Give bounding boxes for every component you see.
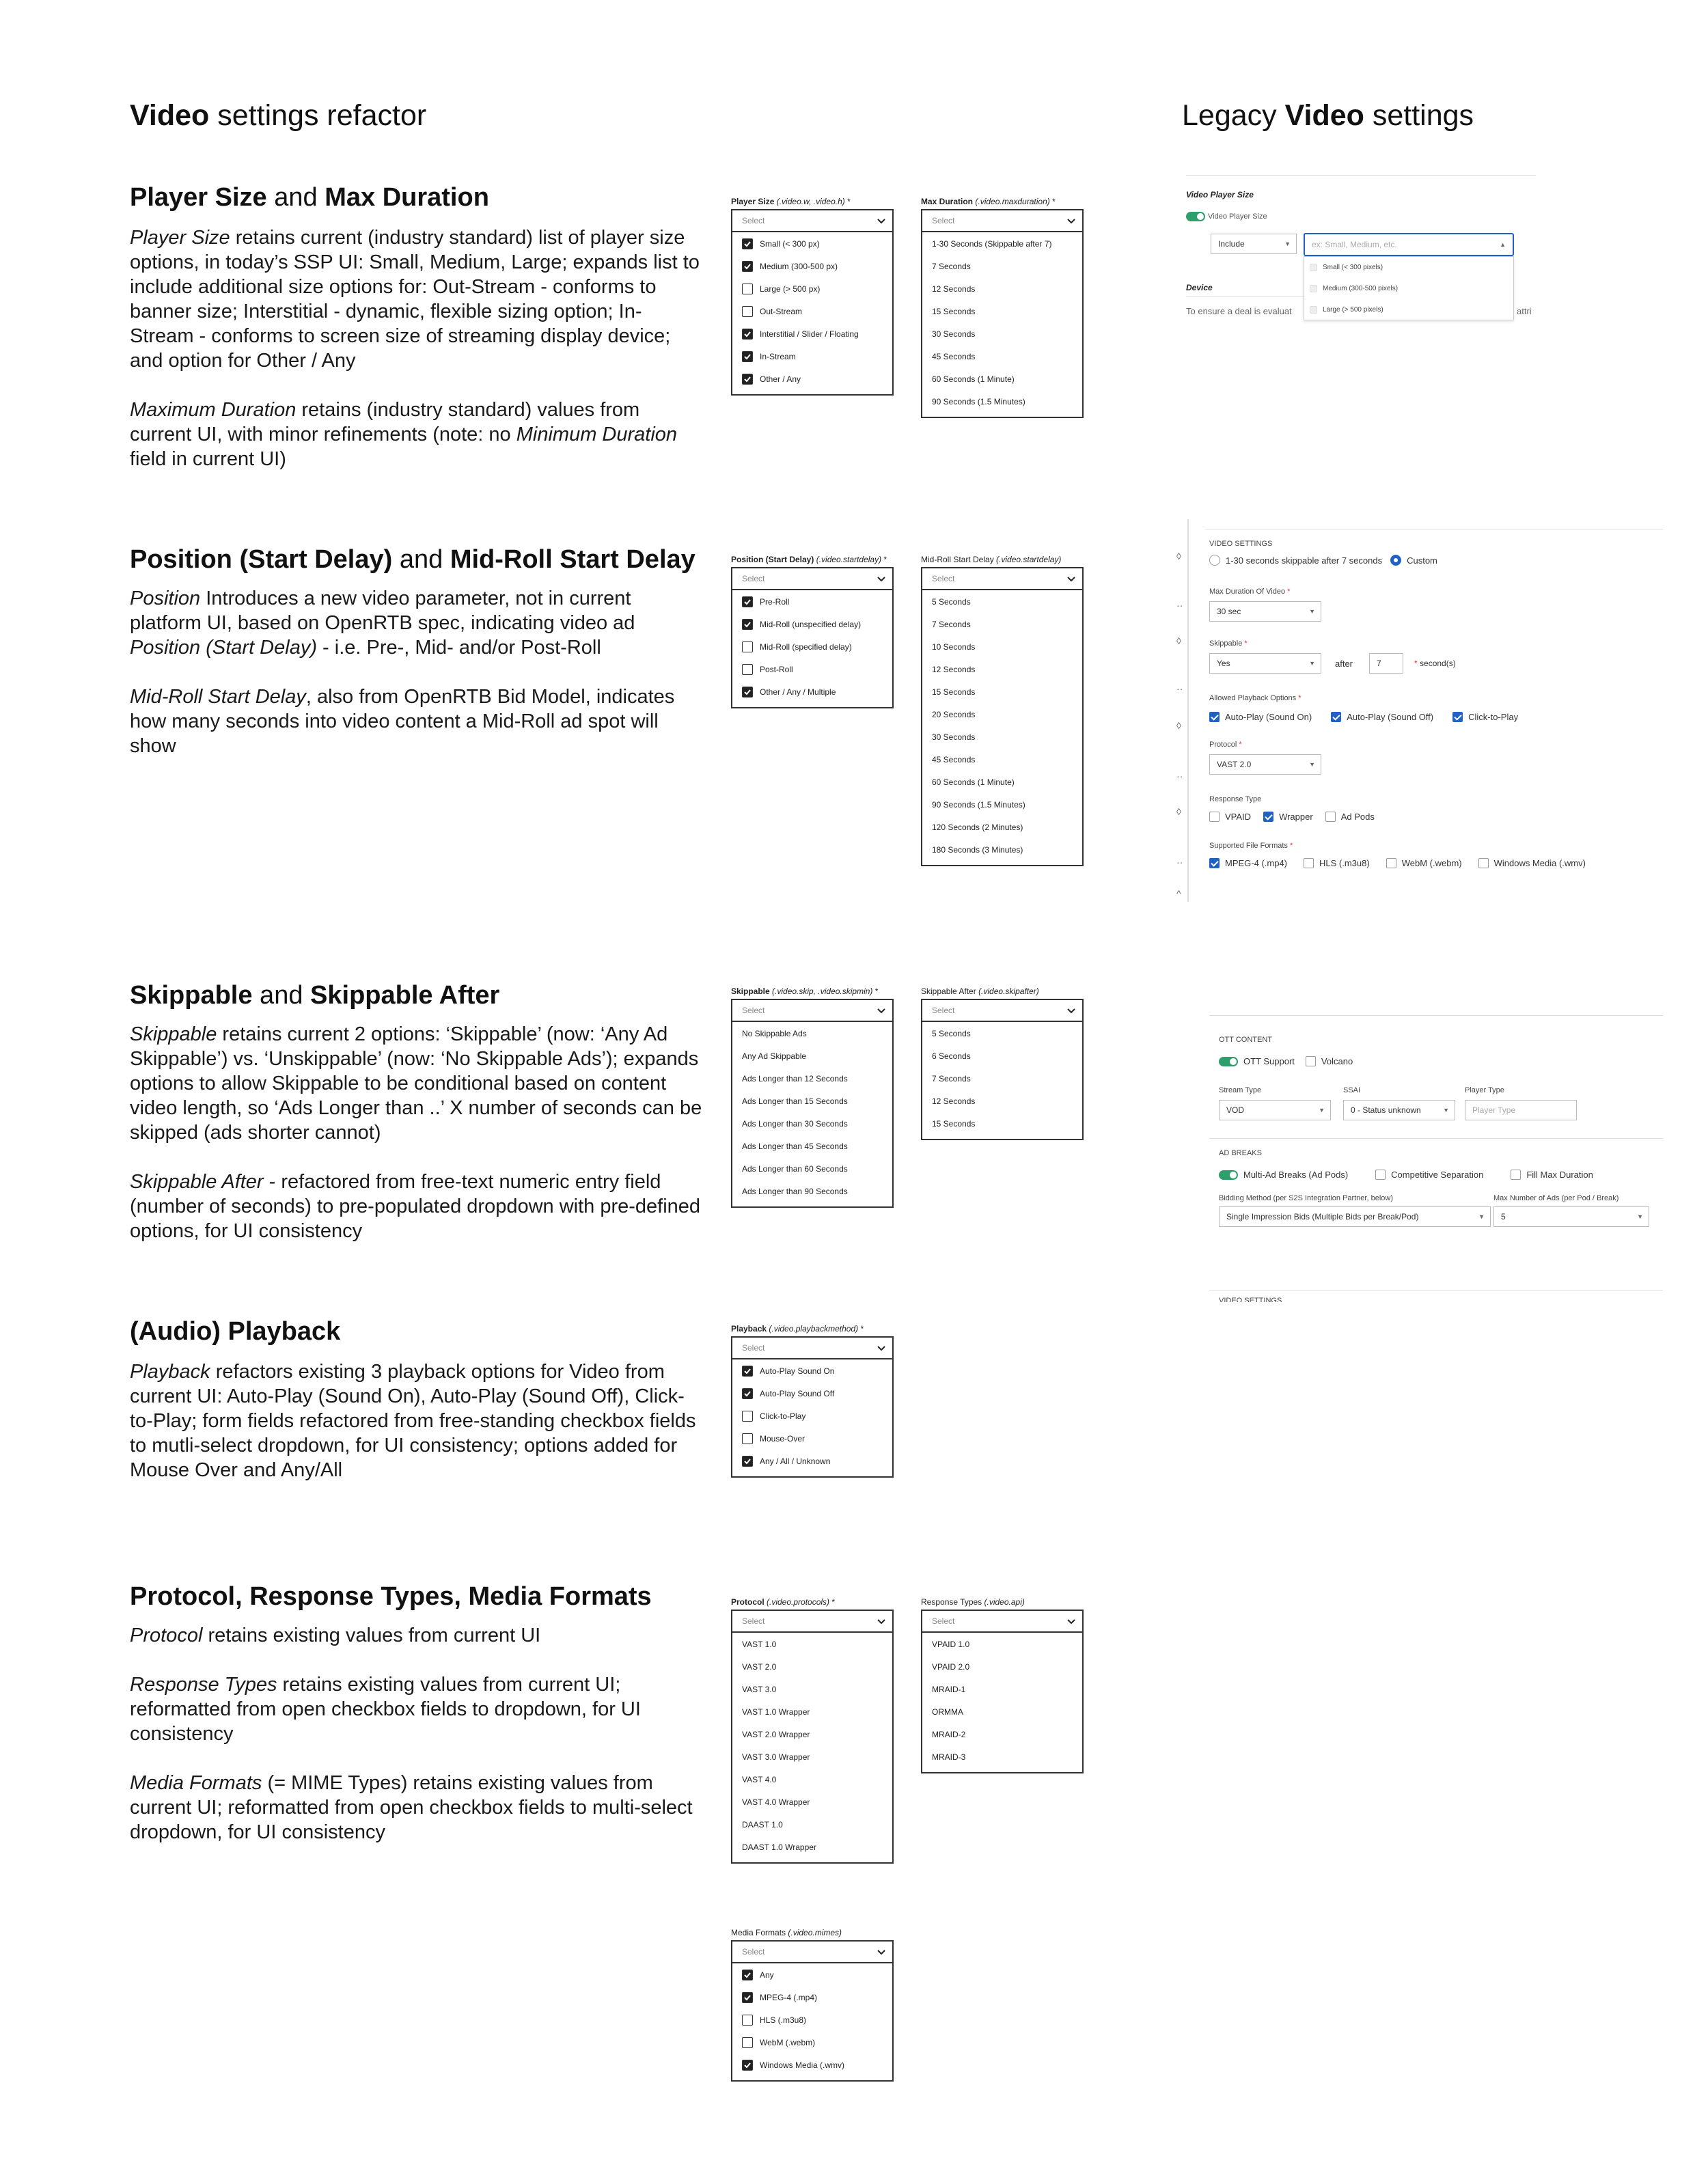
playback-label: Allowed Playback Options *: [1209, 694, 1301, 702]
dropdown-option[interactable]: VAST 2.0 Wrapper: [742, 1729, 810, 1739]
device-text: To ensure a deal is evaluat: [1186, 306, 1292, 316]
checkbox[interactable]: [742, 1992, 753, 2003]
dropdown-label: Max Duration (.video.maxduration) *: [921, 197, 1056, 206]
dropdown-option[interactable]: 5 Seconds: [932, 1028, 971, 1038]
skippable-select[interactable]: Yes ▼: [1209, 653, 1321, 674]
dropdown-label: Media Formats (.video.mimes): [731, 1928, 842, 1937]
checkbox[interactable]: [1209, 712, 1220, 722]
dropdown-option[interactable]: 60 Seconds (1 Minute): [932, 777, 1015, 787]
dropdown-option[interactable]: 20 Seconds: [932, 709, 976, 719]
section-text-player-size: Player Size retains current (industry standard) list of player size options, in today’s SSP UI: Small, Medium, Large; expands list to include additional size options for: Out-Stream - conforms to banner size; Interstitial - dynamic, flexible sizing option; In-Stream - conforms to screen size of streaming display device; and option for Other / Any Maximum Duration retains (industry standard) values from current UI, with minor refinements (note: no Minimum Duration field in current UI): [130, 227, 700, 470]
dropdown-option[interactable]: Medium (300-500 px): [732, 255, 892, 277]
ott-row: OTT Support Volcano: [1219, 1056, 1353, 1066]
dropdown-option[interactable]: Ads Longer than 15 Seconds: [742, 1096, 848, 1106]
response-types-dropdown[interactable]: [921, 1597, 1084, 1773]
dropdown-select[interactable]: Select: [922, 1000, 1082, 1022]
protocol-label: Protocol *: [1209, 741, 1242, 749]
dropdown-option[interactable]: No Skippable Ads: [742, 1028, 807, 1038]
skippable-dropdown[interactable]: [731, 986, 894, 1208]
dropdown-option[interactable]: WebM (.webm): [732, 2031, 892, 2054]
caret-down-icon: ▼: [1309, 608, 1315, 615]
section-heading-player-size: Player Size and Max Duration: [130, 183, 489, 212]
device-label: Device: [1186, 283, 1213, 292]
dropdown-option[interactable]: HLS (.m3u8): [732, 2008, 892, 2031]
dropdown-option[interactable]: Any: [732, 1963, 892, 1986]
checkbox[interactable]: [1511, 1170, 1521, 1180]
playback-options: Auto-Play (Sound On) Auto-Play (Sound Off) Click-to-Play: [1209, 712, 1518, 722]
dots-icon: ··: [1176, 600, 1183, 611]
skippable-after-dropdown[interactable]: [921, 986, 1084, 1140]
player-size-dropdown[interactable]: [731, 197, 894, 396]
checkbox[interactable]: [742, 329, 753, 340]
section-text-protocol: Protocol retains existing values from current UI Response Types retains existing values from current UI; reformatted from open checkbox fields to dropdown, for UI consistency Media Formats (= MIME Types) retains existing values from current UI; reformatted from open checkbox fields to multi-select dropdown, for UI consistency: [130, 1625, 693, 1843]
dropdown-option[interactable]: 12 Seconds: [932, 664, 976, 674]
checkbox[interactable]: [1386, 858, 1396, 868]
legacy-option[interactable]: Medium (300-500 pixels): [1304, 278, 1513, 299]
dropdown-select[interactable]: Select: [732, 568, 892, 590]
dropdown-option[interactable]: 7 Seconds: [932, 1073, 971, 1083]
checkbox[interactable]: [742, 2015, 753, 2026]
media-formats-dropdown[interactable]: [731, 1928, 894, 2082]
ad-breaks-title: AD BREAKS: [1219, 1149, 1262, 1157]
dropdown-option[interactable]: 5 Seconds: [932, 596, 971, 607]
checkbox[interactable]: [1375, 1170, 1386, 1180]
legacy-options-menu: [1304, 256, 1514, 320]
stream-type-label: Stream Type: [1219, 1086, 1262, 1094]
dropdown-option[interactable]: ORMMA: [932, 1707, 963, 1717]
dropdown-option[interactable]: MPEG-4 (.mp4): [732, 1986, 892, 2008]
dropdown-option[interactable]: Interstitial / Slider / Floating: [732, 322, 892, 345]
dropdown-box[interactable]: [921, 567, 1084, 866]
ott-title: OTT CONTENT: [1219, 1036, 1273, 1044]
dropdown-label: Protocol (.video.protocols) *: [731, 1597, 836, 1607]
dropdown-option[interactable]: VAST 2.0: [742, 1661, 777, 1672]
dropdown-option[interactable]: DAAST 1.0 Wrapper: [742, 1842, 816, 1852]
legacy-option[interactable]: Small (< 300 pixels): [1304, 257, 1513, 278]
dropdown-option[interactable]: VAST 4.0 Wrapper: [742, 1797, 810, 1807]
section-text-playback: Playback refactors existing 3 playback options for Video from current UI: Auto-Play (Sound On), Auto-Play (Sound Off), Click-to-Play; form fields refactored from free-standing checkbox fields to mutli-select dropdown, for UI consistency; options added for Mouse Over and Any/All: [130, 1361, 696, 1481]
checkbox[interactable]: [742, 1411, 753, 1422]
checkbox[interactable]: [742, 596, 753, 607]
dropdown-option[interactable]: 15 Seconds: [932, 306, 976, 316]
dropdown-box[interactable]: [731, 567, 894, 708]
dropdown-option[interactable]: 45 Seconds: [932, 754, 976, 764]
dropdown-option[interactable]: 15 Seconds: [932, 687, 976, 697]
dropdown-label: Position (Start Delay) (.video.startdelay) *: [731, 555, 887, 564]
dropdown-option[interactable]: Windows Media (.wmv): [732, 2054, 892, 2076]
position-dropdown[interactable]: [731, 555, 894, 708]
ssai-select[interactable]: 0 - Status unknown ▼: [1343, 1100, 1455, 1120]
player-type-input[interactable]: Player Type: [1465, 1100, 1577, 1120]
checkbox[interactable]: [1304, 858, 1314, 868]
checkbox[interactable]: [742, 1366, 753, 1377]
drop-icon: ◊: [1176, 551, 1181, 562]
dropdown-option[interactable]: 7 Seconds: [932, 261, 971, 271]
dropdown-label: Playback (.video.playbackmethod) *: [731, 1324, 864, 1334]
checkbox[interactable]: [1325, 812, 1336, 822]
response-type-options: VPAID Wrapper Ad Pods: [1209, 812, 1375, 822]
chevron-down-icon: [876, 1342, 887, 1353]
dropdown-box[interactable]: [921, 1610, 1084, 1773]
section-heading-playback: (Audio) Playback: [130, 1317, 341, 1346]
max-duration-dropdown[interactable]: [921, 197, 1084, 418]
legacy-player-size-panel: [1186, 175, 1536, 332]
dropdown-select[interactable]: Select: [922, 568, 1082, 590]
dropdown-option[interactable]: MRAID-2: [932, 1729, 966, 1739]
chevron-down-icon: [876, 1946, 887, 1957]
checkbox[interactable]: [1452, 712, 1463, 722]
section-heading-skippable: Skippable and Skippable After: [130, 981, 500, 1010]
dropdown-option[interactable]: Ads Longer than 45 Seconds: [742, 1141, 848, 1151]
dropdown-option[interactable]: VPAID 1.0: [932, 1639, 970, 1649]
checkbox[interactable]: [742, 261, 753, 272]
dots-icon: ··: [1176, 857, 1183, 868]
radio-custom[interactable]: [1390, 555, 1401, 566]
chevron-down-icon: [876, 215, 887, 226]
dropdown-option[interactable]: VAST 1.0: [742, 1639, 777, 1649]
dropdown-select[interactable]: Select: [922, 1611, 1082, 1633]
dropdown-option[interactable]: Auto-Play Sound Off: [732, 1382, 892, 1405]
dropdown-box[interactable]: [921, 999, 1084, 1140]
dropdown-option[interactable]: 7 Seconds: [932, 619, 971, 629]
dropdown-option[interactable]: In-Stream: [732, 345, 892, 368]
toggle-switch[interactable]: [1186, 212, 1205, 221]
dropdown-select[interactable]: Select: [922, 210, 1082, 232]
dropdown-label: Response Types (.video.api): [921, 1597, 1025, 1607]
dropdown-option[interactable]: 60 Seconds (1 Minute): [932, 374, 1015, 384]
after-label: after: [1335, 659, 1353, 669]
dropdown-option[interactable]: Mouse-Over: [732, 1427, 892, 1450]
section-heading-protocol: Protocol, Response Types, Media Formats: [130, 1582, 652, 1611]
checkbox[interactable]: [1306, 1056, 1316, 1066]
checkbox[interactable]: [1331, 712, 1341, 722]
dropdown-option[interactable]: 45 Seconds: [932, 351, 976, 361]
dropdown-select[interactable]: Select: [732, 1338, 892, 1359]
after-seconds-input[interactable]: 7: [1369, 653, 1403, 674]
dropdown-option[interactable]: 30 Seconds: [932, 329, 976, 339]
dropdown-option[interactable]: Mid-Roll (specified delay): [732, 635, 892, 658]
checkbox[interactable]: [742, 641, 753, 652]
video-settings-cut: VIDEO SETTINGS: [1219, 1297, 1282, 1302]
dropdown-box[interactable]: [731, 1610, 894, 1864]
checkbox[interactable]: [742, 1433, 753, 1444]
dropdown-option[interactable]: Other / Any: [732, 368, 892, 390]
caret-down-icon: ▼: [1284, 240, 1291, 247]
dropdown-option[interactable]: Small (< 300 px): [732, 232, 892, 255]
dropdown-option[interactable]: 30 Seconds: [932, 732, 976, 742]
checkbox[interactable]: [1478, 858, 1489, 868]
dropdown-option[interactable]: Ads Longer than 30 Seconds: [742, 1118, 848, 1129]
dropdown-option[interactable]: DAAST 1.0: [742, 1819, 783, 1829]
multi-ad-toggle[interactable]: [1219, 1170, 1238, 1180]
dropdown-select[interactable]: Select: [732, 1611, 892, 1633]
legacy-video-settings-panel: [1171, 519, 1663, 902]
dropdown-option[interactable]: VPAID 2.0: [932, 1661, 970, 1672]
dropdown-option[interactable]: Out-Stream: [732, 300, 892, 322]
checkbox[interactable]: [742, 351, 753, 362]
section-text-position: Position Introduces a new video parameter, not in current platform UI, based on OpenRTB spec, indicating video ad Position (Start Delay) - i.e. Pre-, Mid- and/or Post-Roll Mid-Roll Start Delay, also from OpenRTB Bid Model, indicates how many seconds into video content a Mid-Roll ad spot will show: [130, 588, 675, 757]
seconds-label: * second(s): [1414, 659, 1456, 668]
caret-down-icon: ▼: [1637, 1213, 1643, 1220]
chevron-down-icon: [1066, 215, 1077, 226]
drop-icon: ◊: [1176, 806, 1181, 817]
legacy-option[interactable]: Large (> 500 pixels): [1304, 299, 1513, 320]
dropdown-label: Skippable (.video.skip, .video.skipmin) *: [731, 986, 879, 996]
dropdown-box[interactable]: [921, 209, 1084, 418]
dropdown-option[interactable]: VAST 4.0: [742, 1774, 777, 1784]
dropdown-option[interactable]: Ads Longer than 12 Seconds: [742, 1073, 848, 1083]
caret-down-icon: ▼: [1443, 1107, 1449, 1114]
drop-icon: ◊: [1176, 635, 1181, 646]
checkbox[interactable]: [742, 687, 753, 698]
chevron-down-icon: [1066, 1616, 1077, 1627]
dropdown-option[interactable]: MRAID-3: [932, 1752, 966, 1762]
protocol-dropdown[interactable]: [731, 1597, 894, 1864]
section-heading-position: Position (Start Delay) and Mid-Roll Start Delay: [130, 545, 695, 574]
caret-up-icon: ▲: [1500, 241, 1506, 248]
caret-down-icon: ▼: [1478, 1213, 1485, 1220]
checkbox[interactable]: [1209, 858, 1220, 868]
player-size-search-input[interactable]: ex: Small, Medium, etc. ▲: [1304, 233, 1514, 256]
dropdown-label: Mid-Roll Start Delay (.video.startdelay): [921, 555, 1062, 564]
dropdown-option[interactable]: MRAID-1: [932, 1684, 966, 1694]
caret-down-icon: ▼: [1309, 761, 1315, 768]
checkbox[interactable]: [1263, 812, 1273, 822]
legacy-ott-panel: [1209, 1015, 1663, 1302]
dropdown-option[interactable]: 6 Seconds: [932, 1051, 971, 1061]
max-duration-select[interactable]: 30 sec ▼: [1209, 601, 1321, 622]
dropdown-option[interactable]: 180 Seconds (3 Minutes): [932, 844, 1023, 855]
checkbox[interactable]: [742, 664, 753, 675]
dropdown-option[interactable]: 120 Seconds (2 Minutes): [932, 822, 1023, 832]
protocol-select[interactable]: VAST 2.0 ▼: [1209, 754, 1321, 775]
include-select[interactable]: Include ▼: [1211, 234, 1297, 254]
dropdown-option[interactable]: Ads Longer than 90 Seconds: [742, 1186, 848, 1196]
bidding-method-label: Bidding Method (per S2S Integration Partner, below): [1219, 1194, 1393, 1202]
legacy-left-gutter: [1171, 519, 1187, 902]
dots-icon: ··: [1176, 683, 1183, 694]
dropdown-option[interactable]: VAST 1.0 Wrapper: [742, 1707, 810, 1717]
chevron-down-icon: [876, 1616, 887, 1627]
dropdown-option[interactable]: Any / All / Unknown: [732, 1450, 892, 1472]
ott-toggle[interactable]: [1219, 1057, 1238, 1066]
page-title: Video settings refactor: [130, 99, 427, 132]
ssai-label: SSAI: [1343, 1086, 1361, 1094]
max-duration-label: Max Duration Of Video *: [1209, 588, 1291, 596]
dropdown-option[interactable]: Other / Any / Multiple: [732, 680, 892, 703]
dots-icon: ··: [1176, 771, 1183, 782]
max-ads-label: Max Number of Ads (per Pod / Break): [1493, 1194, 1619, 1202]
dropdown-option[interactable]: Mid-Roll (unspecified delay): [732, 613, 892, 635]
dropdown-option[interactable]: 90 Seconds (1.5 Minutes): [932, 799, 1025, 810]
dropdown-option[interactable]: 10 Seconds: [932, 641, 976, 652]
dropdown-option[interactable]: 12 Seconds: [932, 1096, 976, 1106]
dropdown-box[interactable]: [731, 999, 894, 1208]
checkbox[interactable]: [742, 238, 753, 249]
dropdown-label: Player Size (.video.w, .video.h) *: [731, 197, 851, 206]
dropdown-option[interactable]: Click-to-Play: [732, 1405, 892, 1427]
bidding-method-select[interactable]: Single Impression Bids (Multiple Bids per Break/Pod) ▼: [1219, 1206, 1491, 1227]
file-format-options: MPEG-4 (.mp4) HLS (.m3u8) WebM (.webm) Windows Media (.wmv): [1209, 858, 1586, 868]
drop-icon: ◊: [1176, 720, 1181, 731]
file-formats-label: Supported File Formats *: [1209, 842, 1293, 850]
checkbox[interactable]: [742, 2060, 753, 2071]
checkbox[interactable]: [742, 284, 753, 294]
video-settings-title: VIDEO SETTINGS: [1209, 540, 1273, 548]
dropdown-select[interactable]: Select: [732, 210, 892, 232]
chevron-down-icon: [1066, 1005, 1077, 1016]
dropdown-option[interactable]: VAST 3.0: [742, 1684, 777, 1694]
dropdown-label: Skippable After (.video.skipafter): [921, 986, 1039, 996]
caret-down-icon: ▼: [1319, 1107, 1325, 1114]
checkbox[interactable]: [742, 1388, 753, 1399]
chevron-down-icon: [876, 1005, 887, 1016]
dropdown-box[interactable]: [731, 209, 894, 396]
caret-down-icon: ▼: [1309, 660, 1315, 667]
dropdown-box[interactable]: [731, 1940, 894, 2082]
checkbox[interactable]: [742, 619, 753, 630]
dropdown-option[interactable]: Ads Longer than 60 Seconds: [742, 1163, 848, 1174]
ad-breaks-row: Multi-Ad Breaks (Ad Pods) Competitive Separation Fill Max Duration: [1219, 1170, 1593, 1180]
dropdown-option[interactable]: 90 Seconds (1.5 Minutes): [932, 396, 1025, 406]
chevron-up-icon: ^: [1176, 888, 1181, 899]
checkbox[interactable]: [742, 1970, 753, 1980]
duration-radio-group: 1-30 seconds skippable after 7 seconds Custom: [1209, 555, 1437, 566]
dropdown-option[interactable]: Pre-Roll: [732, 590, 892, 613]
response-type-label: Response Type: [1209, 795, 1262, 803]
dropdown-box[interactable]: [731, 1336, 894, 1478]
skippable-label: Skippable *: [1209, 639, 1248, 648]
dropdown-option[interactable]: Any Ad Skippable: [742, 1051, 807, 1061]
checkbox[interactable]: [742, 2037, 753, 2048]
dropdown-option[interactable]: 15 Seconds: [932, 1118, 976, 1129]
dropdown-option[interactable]: 12 Seconds: [932, 284, 976, 294]
chevron-down-icon: [876, 573, 887, 584]
checkbox[interactable]: [742, 374, 753, 385]
dropdown-option[interactable]: VAST 3.0 Wrapper: [742, 1752, 810, 1762]
legacy-title: Legacy Video settings: [1182, 99, 1474, 132]
midroll-start-delay-dropdown[interactable]: [921, 555, 1084, 866]
dropdown-option[interactable]: Large (> 500 px): [732, 277, 892, 300]
checkbox[interactable]: [742, 1456, 753, 1467]
dropdown-option[interactable]: Auto-Play Sound On: [732, 1359, 892, 1382]
playback-dropdown[interactable]: [731, 1324, 894, 1478]
dropdown-option[interactable]: 1-30 Seconds (Skippable after 7): [932, 238, 1052, 249]
dropdown-select[interactable]: Select: [732, 1942, 892, 1963]
legacy-toggle-row[interactable]: Video Player Size: [1186, 212, 1267, 221]
device-text-cut: attri: [1517, 306, 1532, 316]
stream-type-select[interactable]: VOD ▼: [1219, 1100, 1331, 1120]
chevron-down-icon: [1066, 573, 1077, 584]
legacy-panel-title: Video Player Size: [1186, 190, 1254, 199]
section-text-skippable: Skippable retains current 2 options: ‘Skippable’ (now: ‘Any Ad Skippable’) vs. ‘Unskippable’ (now: ‘No Skippable Ads’); expands options to allow Skippable to be conditional based on content video length, so ‘Ads Longer than ..’ X number of seconds can be skipped (ads shorter cannot) Skippable After - refactored from free-text numeric entry field (number of seconds) to pre-populated dropdown with pre-defined options, for UI consistency: [130, 1023, 702, 1242]
dropdown-select[interactable]: Select: [732, 1000, 892, 1022]
max-ads-select[interactable]: 5 ▼: [1493, 1206, 1649, 1227]
checkbox[interactable]: [1209, 812, 1220, 822]
player-type-label: Player Type: [1465, 1086, 1504, 1094]
checkbox[interactable]: [742, 306, 753, 317]
radio-1-30[interactable]: [1209, 555, 1220, 566]
dropdown-option[interactable]: Post-Roll: [732, 658, 892, 680]
